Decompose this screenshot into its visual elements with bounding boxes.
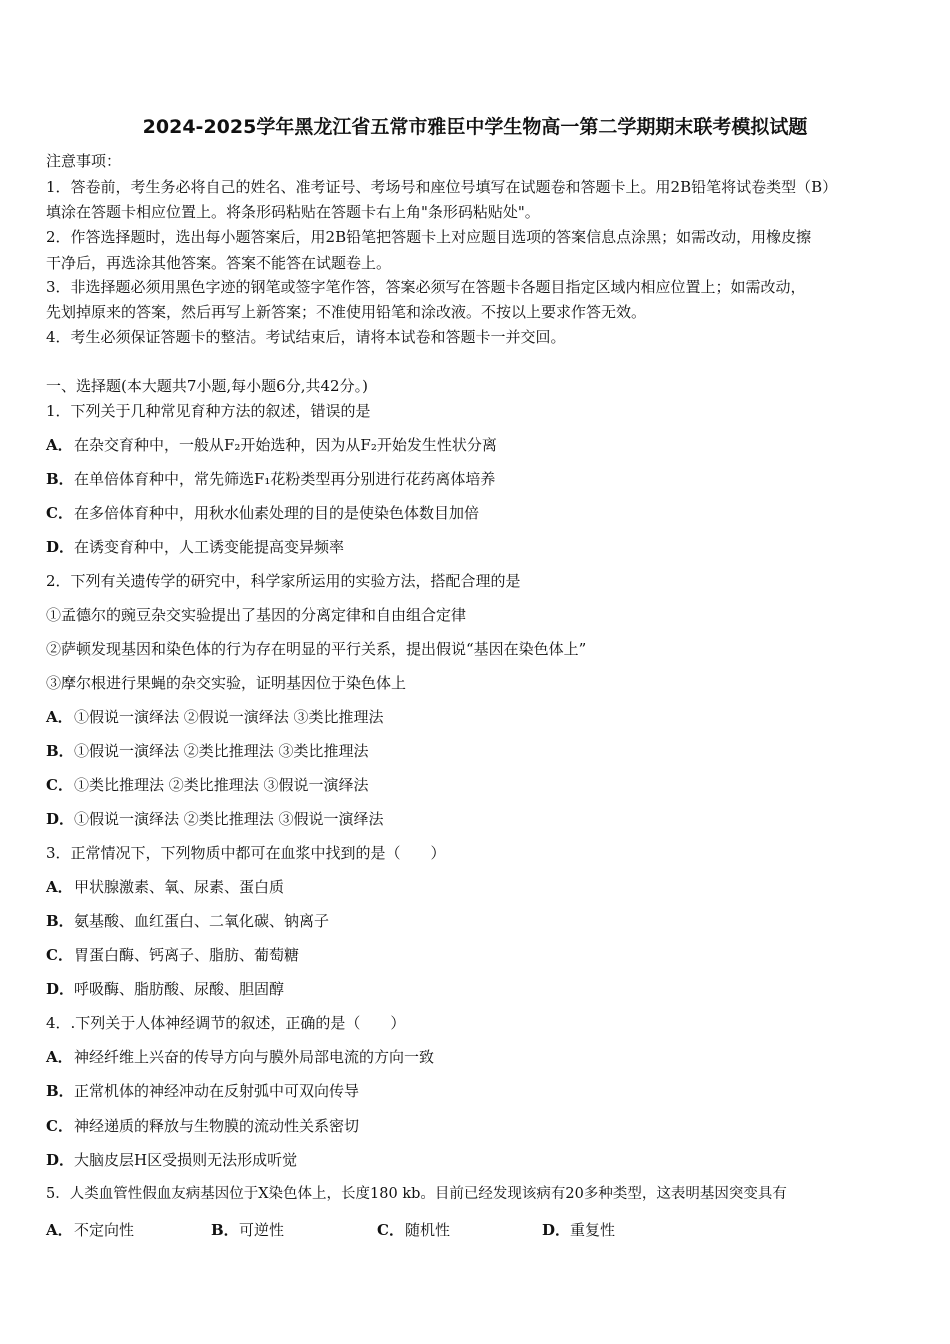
question-1-option-d	[46, 538, 344, 556]
option-text: 神经纤维上兴奋的传导方向与膜外局部电流的方向一致	[74, 1048, 435, 1066]
option-text: ①假说一演绎法 ②类比推理法 ③假说一演绎法	[74, 810, 384, 828]
option-label: C．	[377, 1221, 404, 1239]
question-4-option-a	[46, 1048, 434, 1066]
option-label: A．	[46, 708, 73, 726]
option-label: A．	[46, 1048, 73, 1066]
question-2-stem: 2．下列有关遗传学的研究中，科学家所运用的实验方法，搭配合理的是	[46, 572, 521, 590]
question-1-option-c	[46, 504, 479, 522]
option-label: C．	[46, 946, 73, 964]
option-text: 不定向性	[74, 1221, 135, 1239]
option-label: D．	[46, 980, 75, 998]
question-5-option-b	[211, 1219, 284, 1240]
option-text: ①类比推理法 ②类比推理法 ③假说一演绎法	[74, 776, 369, 794]
notice-line: 干净后，再选涂其他答案。答案不能答在试题卷上。	[46, 254, 392, 272]
option-text: ①假说一演绎法 ②类比推理法 ③类比推理法	[74, 742, 369, 760]
question-2-option-b	[46, 742, 369, 760]
question-2-statement-3: ③摩尔根进行果蝇的杂交实验，证明基因位于染色体上	[46, 674, 407, 692]
option-text: 在单倍体育种中，常先筛选F₁花粉类型再分别进行花药离体培养	[74, 470, 496, 488]
option-label: B．	[211, 1221, 239, 1239]
question-3-option-d	[46, 980, 284, 998]
question-2-statement-1: ①孟德尔的豌豆杂交实验提出了基因的分离定律和自由组合定律	[46, 606, 467, 624]
option-label: C．	[46, 776, 73, 794]
question-4-option-b	[46, 1082, 359, 1100]
option-text: 呼吸酶、脂肪酸、尿酸、胆固醇	[74, 980, 285, 998]
question-1-option-b	[46, 470, 495, 488]
notice-line: 先划掉原来的答案，然后再写上新答案；不准使用铅笔和涂改液。不按以上要求作答无效。	[46, 303, 647, 321]
question-5-stem: 5．人类血管性假血友病基因位于X染色体上，长度180 kb。目前已经发现该病有20多种类型，这表明基因突变具有	[46, 1186, 787, 1202]
option-text: 正常机体的神经冲动在反射弧中可双向传导	[74, 1082, 360, 1100]
notice-heading: 注意事项：	[46, 152, 122, 170]
option-label: D．	[46, 1151, 75, 1169]
option-label: D．	[46, 538, 75, 556]
option-text: 可逆性	[239, 1221, 285, 1239]
notice-line: 1．答卷前，考生务必将自己的姓名、准考证号、考场号和座位号填写在试题卷和答题卡上。用2B铅笔将试卷类型（B）	[46, 178, 838, 196]
question-3-option-c	[46, 946, 299, 964]
question-4-option-d	[46, 1151, 297, 1169]
option-label: B．	[46, 912, 74, 930]
option-label: C．	[46, 504, 73, 522]
question-5-option-d	[542, 1219, 615, 1240]
question-1-stem: 1．下列关于几种常见育种方法的叙述，错误的是	[46, 402, 371, 420]
option-text: 甲状腺激素、氧、尿素、蛋白质	[74, 878, 285, 896]
option-label: B．	[46, 742, 74, 760]
notice-line: 4．考生必须保证答题卡的整洁。考试结束后，请将本试卷和答题卡一并交回。	[46, 328, 566, 346]
question-2-option-c	[46, 776, 369, 794]
option-label: A．	[46, 436, 73, 454]
question-3-option-b	[46, 912, 329, 930]
option-label: B．	[46, 1082, 74, 1100]
question-2-option-a	[46, 708, 384, 726]
question-3-option-a	[46, 878, 284, 896]
option-text: 在杂交育种中，一般从F₂开始选种，因为从F₂开始发生性状分离	[74, 436, 497, 454]
question-2-statement-2: ②萨顿发现基因和染色体的行为存在明显的平行关系，提出假说“基因在染色体上”	[46, 640, 587, 658]
option-text: 随机性	[405, 1221, 451, 1239]
question-5-option-c	[377, 1219, 450, 1240]
option-text: ①假说一演绎法 ②假说一演绎法 ③类比推理法	[74, 708, 384, 726]
option-text: 神经递质的释放与生物膜的流动性关系密切	[74, 1117, 360, 1135]
page-title: 2024-2025学年黑龙江省五常市雅臣中学生物高一第二学期期末联考模拟试题	[142, 116, 808, 138]
option-label: B．	[46, 470, 74, 488]
option-label: A．	[46, 878, 73, 896]
option-label: D．	[542, 1221, 571, 1239]
question-5-option-a	[46, 1219, 134, 1240]
question-1-option-a	[46, 436, 497, 454]
option-text: 胃蛋白酶、钙离子、脂肪、葡萄糖	[74, 946, 300, 964]
notice-line: 2．作答选择题时，选出每小题答案后，用2B铅笔把答题卡上对应题目选项的答案信息点涂黑；如需改动，用橡皮擦	[46, 228, 812, 246]
question-4-option-c	[46, 1117, 359, 1135]
question-3-stem: 3．正常情况下，下列物质中都可在血浆中找到的是（ ）	[46, 844, 446, 862]
option-label: A．	[46, 1221, 73, 1239]
question-4-stem: 4．.下列关于人体神经调节的叙述，正确的是（ ）	[46, 1014, 406, 1032]
option-label: C．	[46, 1117, 73, 1135]
option-text: 在诱变育种中，人工诱变能提高变异频率	[74, 538, 345, 556]
question-2-option-d	[46, 810, 384, 828]
option-text: 大脑皮层H区受损则无法形成听觉	[74, 1151, 298, 1169]
option-text: 氨基酸、血红蛋白、二氧化碳、钠离子	[74, 912, 330, 930]
option-text: 重复性	[570, 1221, 616, 1239]
section-heading: 一、选择题(本大题共7小题,每小题6分,共42分。)	[46, 377, 368, 395]
option-label: D．	[46, 810, 75, 828]
notice-line: 3．非选择题必须用黑色字迹的钢笔或签字笔作答，答案必须写在答题卡各题目指定区域内相应位置上；如需改动，	[46, 278, 806, 296]
option-text: 在多倍体育种中，用秋水仙素处理的目的是使染色体数目加倍	[74, 504, 480, 522]
notice-line: 填涂在答题卡相应位置上。将条形码粘贴在答题卡右上角"条形码粘贴处"。	[46, 203, 540, 221]
